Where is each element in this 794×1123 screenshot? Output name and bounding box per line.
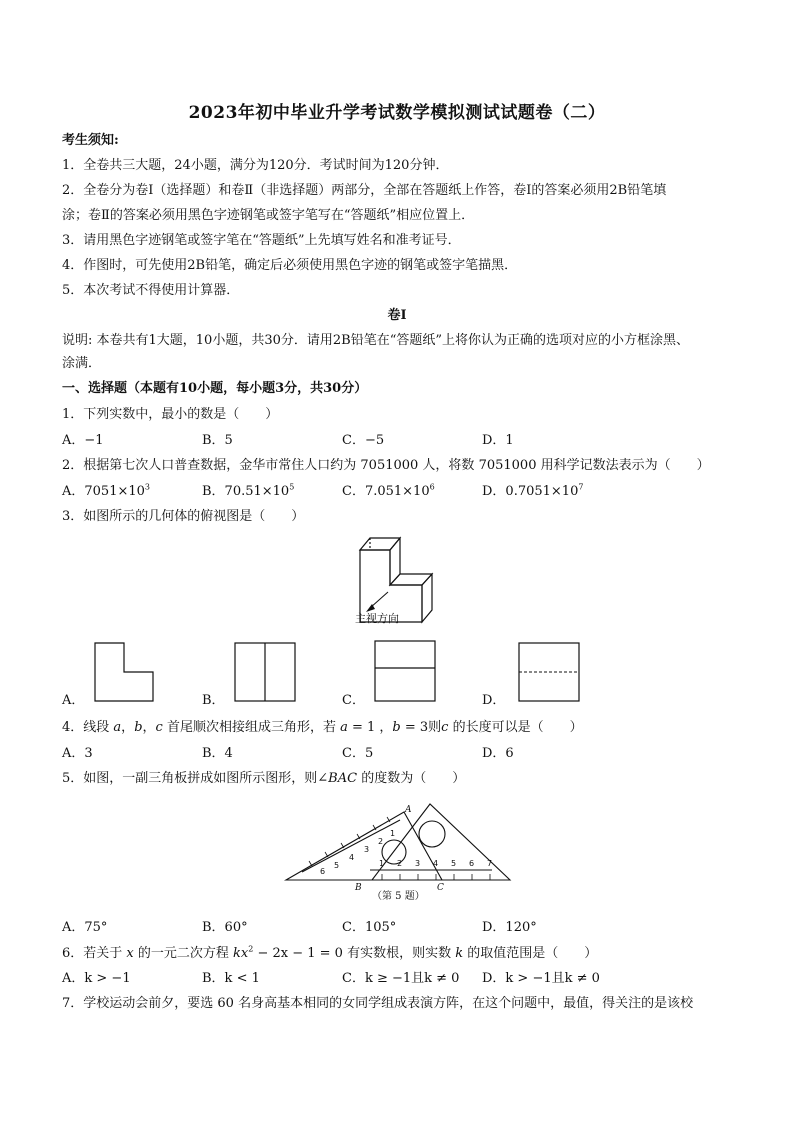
volume-note-1: 说明: 本卷共有1大题，10小题，共30分．请用2B铅笔在“答题纸”上将你认为正确的选项对应的小方框涂黑、 [62, 333, 689, 348]
notice-heading: 考生须知: [62, 133, 119, 148]
q4-option-a: A．3 [62, 746, 93, 761]
solid-top-tall [360, 538, 400, 550]
solid-side-tall [390, 538, 400, 585]
section-title: 一、选择题（本题有10小题，每小题3分，共30分） [62, 381, 368, 396]
point-label-a: A [405, 805, 412, 815]
ruler-tick-6: 6 [469, 859, 475, 868]
solid-top-low [390, 574, 432, 585]
q5-option-c: C．105° [342, 920, 397, 935]
q5-triangle-figure [282, 800, 514, 895]
q1-stem: 1．下列实数中，最小的数是（ ） [62, 407, 279, 422]
ruler-slant-tick-2: 2 [378, 837, 384, 846]
ruler-tick-5: 5 [451, 859, 457, 868]
q4-option-b: B．4 [202, 746, 233, 761]
q7-stem: 7．学校运动会前夕，要选 60 名身高基本相同的女同学组成表演方阵，在这个问题中，最值，得关注的是该校 [62, 996, 694, 1011]
q1-option-a: A．−1 [62, 433, 104, 448]
volume-note-2: 涂满． [62, 356, 102, 371]
ruler-tick-1: 1 [379, 859, 385, 868]
q2-option-b: B．$70.51\times 10^5$ [202, 482, 295, 499]
ruler-tick-2: 2 [397, 859, 403, 868]
q6-stem: 6．若关于 x 的一元二次方程 $kx^2 - 2x - 1 = 0$ 有实数根，则实数 k 的取值范围是（ ） [62, 944, 598, 961]
q3-option-a-figure [94, 642, 154, 702]
notice-line-3: 涂；卷Ⅱ的答案必须用黑色字迹钢笔或签字笔写在“答题纸”相应位置上． [62, 208, 475, 223]
q2-option-a: A．$7051\times 10^3$ [62, 482, 151, 499]
q3-option-d: D． [482, 693, 506, 708]
q3-figure-caption: 主视方向 [355, 612, 399, 625]
ruler-tick-7: 7 [487, 859, 493, 868]
q5-figure-caption: （第 5 题） [372, 891, 425, 902]
volume-title: 卷Ⅰ [387, 308, 407, 323]
notice-line-6: 5．本次考试不得使用计算器． [62, 283, 240, 298]
q5-stem: 5．如图，一副三角板拼成如图所示图形，则∠BAC 的度数为（ ） [62, 771, 466, 786]
q4-option-d: D．6 [482, 746, 514, 761]
q6-option-d: D．k > −1且k ≠ 0 [482, 971, 600, 986]
q3-option-a: A． [62, 693, 85, 708]
notice-line-4: 3．请用黑色字迹钢笔或签字笔在“答题纸”上先填写姓名和准考证号． [62, 233, 461, 248]
q3-option-c: C． [342, 693, 365, 708]
ruler-tick-3: 3 [415, 859, 421, 868]
ruler-slant-tick-1: 1 [390, 829, 396, 838]
ruler-slant-tick-6: 6 [320, 867, 326, 876]
set-square-45 [372, 804, 510, 880]
q5-option-b: B．60° [202, 920, 248, 935]
q3-option-c-figure [374, 640, 436, 702]
q2-option-c: C．$7.051\times 10^6$ [342, 482, 435, 499]
notice-line-2: 2．全卷分为卷Ⅰ（选择题）和卷Ⅱ（非选择题）两部分，全部在答题纸上作答，卷Ⅰ的答案必须用2B铅笔填 [62, 183, 667, 198]
circle-hole-2 [419, 821, 445, 847]
q3-stem: 3．如图所示的几何体的俯视图是（ ） [62, 509, 305, 524]
ruler-slant-tick-4: 4 [349, 853, 355, 862]
q3-option-b-figure [234, 642, 296, 702]
q2-stem: 2．根据第七次人口普查数据，金华市常住人口约为 7051000 人，将数 7051000 用科学记数法表示为（ ） [62, 458, 710, 473]
q6-option-b: B．k < 1 [202, 971, 260, 986]
notice-line-5: 4．作图时，可先使用2B铅笔，确定后必须使用黑色字迹的钢笔或签字笔描黑． [62, 258, 518, 273]
ruler-tick-4: 4 [433, 859, 439, 868]
q3-option-d-figure [518, 642, 580, 702]
q2-option-d: D．$0.7051\times 10^7$ [482, 482, 584, 499]
notice-line-1: 1．全卷共三大题，24小题，满分为120分．考试时间为120分钟． [62, 158, 449, 173]
q1-option-d: D．1 [482, 433, 514, 448]
q1-option-b: B．5 [202, 433, 233, 448]
ruler-slant-tick-5: 5 [334, 861, 340, 870]
point-label-b: B [355, 883, 362, 893]
q5-option-d: D．120° [482, 920, 537, 935]
q6-option-c: C．k ≥ −1且k ≠ 0 [342, 971, 460, 986]
q4-stem: 4．线段 a，b，c 首尾顺次相接组成三角形，若 a = 1 ，b = 3则c 的长度可以是（ ） [62, 720, 583, 735]
q3-option-b: B． [202, 693, 225, 708]
q5-option-a: A．75° [62, 920, 108, 935]
point-label-c: C [437, 883, 444, 893]
page-title: 2023年初中毕业升学考试数学模拟测试试题卷（二） [188, 103, 606, 123]
solid-side-low [422, 574, 432, 622]
q1-option-c: C．−5 [342, 433, 385, 448]
q6-option-a: A．k > −1 [62, 971, 131, 986]
ruler-slant-tick-3: 3 [364, 845, 370, 854]
q4-option-c: C．5 [342, 746, 374, 761]
